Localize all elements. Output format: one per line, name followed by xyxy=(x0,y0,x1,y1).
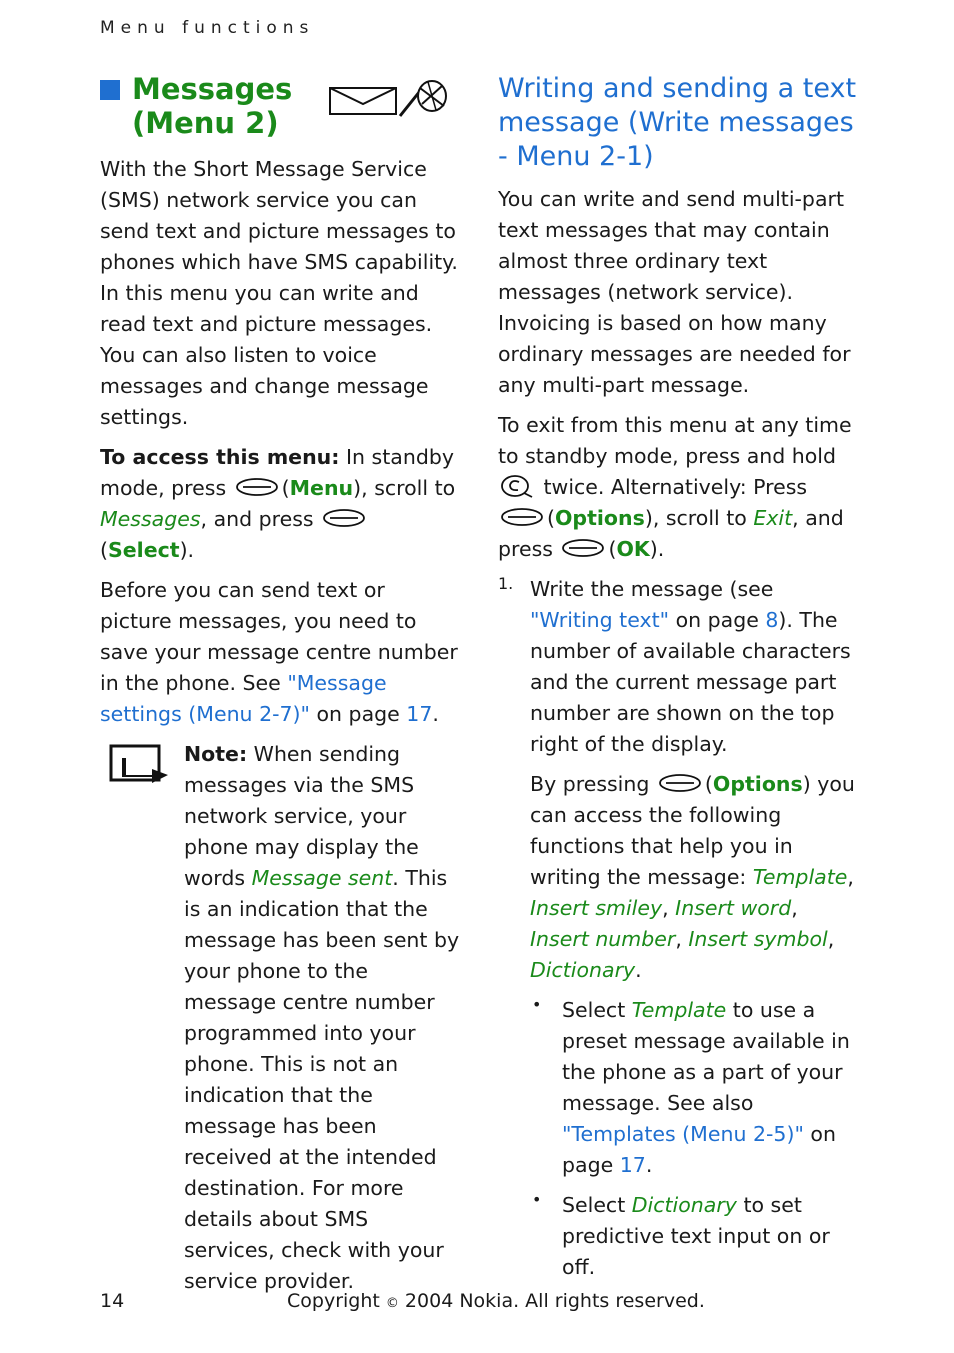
function-insert-symbol: Insert symbol xyxy=(688,927,828,951)
page-link[interactable]: 17 xyxy=(619,1153,646,1177)
bullet-item-dictionary xyxy=(530,1190,860,1283)
options-key-label: Options xyxy=(555,506,645,530)
note-icon xyxy=(108,743,170,787)
note-paragraph: Note: When sending messages via the SMS network service, your phone may display the words Message sent. This is an indication that the message has been sent by your phone to the message centre number programmed into your phone. This is not an indication that the message has been received at the intended destination. For more details about SMS services, check with your service provider. xyxy=(184,742,460,1293)
right-column xyxy=(498,72,860,1292)
page-link[interactable]: 17 xyxy=(406,702,433,726)
copyright-symbol: © xyxy=(385,1296,399,1311)
options-key-label: Options xyxy=(712,772,803,796)
before-paragraph: Before you can send text or picture messages, you need to save your message centre number in the phone. See "Message settings (Menu 2-7)" on page 17. xyxy=(100,578,458,726)
message-settings-link[interactable]: "Message settings (Menu 2-7)" xyxy=(100,671,387,726)
function-dictionary: Dictionary xyxy=(530,958,636,982)
page-link[interactable]: 8 xyxy=(765,608,779,632)
access-paragraph: To access this menu: In standby mode, press (Menu), scroll to Messages, and press (Select). xyxy=(100,445,456,562)
write-step-paragraph: Write the message (see "Writing text" on page 8). The number of available characters and the current message part number are shown on the top right of the display. xyxy=(530,577,851,756)
ok-key-label: OK xyxy=(616,537,650,561)
softkey-icon xyxy=(322,508,366,528)
bullet-item-template xyxy=(530,995,860,1181)
heading-bullet-icon xyxy=(100,80,120,100)
select-key-label: Select xyxy=(108,538,180,562)
bullet-icon: • xyxy=(532,1190,542,1209)
template-term: Template xyxy=(631,998,727,1022)
copyright-notice: Copyright © 2004 Nokia. All rights reserved. xyxy=(287,1290,705,1312)
writing-text-link[interactable]: "Writing text" xyxy=(530,608,670,632)
function-template: Template xyxy=(752,865,848,889)
templates-link[interactable]: "Templates (Menu 2-5)" xyxy=(562,1122,804,1146)
running-header: Menu functions xyxy=(100,18,315,38)
function-insert-smiley: Insert smiley xyxy=(530,896,663,920)
dictionary-bullet-paragraph: Select Dictionary to set predictive text input on or off. xyxy=(562,1193,830,1279)
bullet-icon: • xyxy=(532,995,542,1014)
list-item xyxy=(498,574,860,1283)
write-messages-heading: Writing and sending a text message (Write messages - Menu 2-1) xyxy=(498,73,857,172)
menu-key-label: Menu xyxy=(289,476,354,500)
softkey-icon xyxy=(500,507,544,527)
dictionary-term: Dictionary xyxy=(631,1193,737,1217)
messages-term: Messages xyxy=(100,507,201,531)
left-column xyxy=(100,72,462,1306)
function-insert-number: Insert number xyxy=(530,927,676,951)
page-number: 14 xyxy=(100,1290,125,1312)
multipart-paragraph: You can write and send multi-part text messages that may contain almost three ordinary text messages (network service). Invoicing is based on how many ordinary messages are needed for any multi-part message. xyxy=(498,187,851,397)
exit-paragraph: To exit from this menu at any time to standby mode, press and hold twice. Alternatively: Press (Options), scroll to Exit, and press (OK). xyxy=(498,413,852,561)
section-heading-messages xyxy=(100,72,462,148)
softkey-icon xyxy=(561,538,605,558)
clear-key-icon xyxy=(500,473,534,499)
note-block xyxy=(100,739,462,1297)
function-insert-word: Insert word xyxy=(675,896,792,920)
options-paragraph: By pressing (Options) you can access the following functions that help you in writing the message: Template, Insert smiley, Insert word, Insert number, Insert symbol, Dictionary. xyxy=(530,772,855,982)
envelope-pen-icon xyxy=(328,78,452,118)
intro-paragraph: With the Short Message Service (SMS) network service you can send text and picture messages to phones which have SMS capability. In this menu you can write and read text and picture messages. You can also listen to voice messages and change message settings. xyxy=(100,157,458,429)
section-title: Messages (Menu 2) xyxy=(132,72,293,140)
softkey-icon xyxy=(235,477,279,497)
exit-term: Exit xyxy=(753,506,793,530)
softkey-icon xyxy=(658,773,702,793)
message-sent-term: Message sent xyxy=(251,866,393,890)
list-number: 1. xyxy=(498,574,514,593)
template-bullet-paragraph: Select Template to use a preset message available in the phone as a part of your message. See also "Templates (Menu 2-5)" on page 17. xyxy=(562,998,850,1177)
